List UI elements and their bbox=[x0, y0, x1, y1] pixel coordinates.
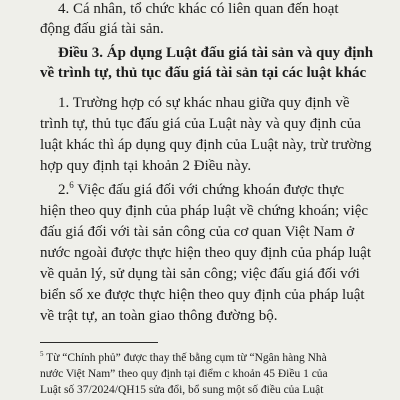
clause-2-line-7: về trật tự, an toàn giao thông đường bộ. bbox=[40, 308, 278, 324]
footnote-separator bbox=[40, 342, 158, 343]
footnote-reference: 6 bbox=[69, 180, 74, 190]
clause-2-line-1 bbox=[58, 179, 344, 201]
clause-2-line-2: hiện theo quy định của pháp luật về chứng khoán; việc bbox=[40, 203, 369, 219]
item-4-line-2: động đấu giá tài sản. bbox=[40, 21, 164, 37]
footnote-line-1-text: Từ “Chính phủ” được thay thế bằng cụm từ “Ngân hàng Nhà bbox=[43, 352, 327, 364]
clause-1-line-3: luật khác thì áp dụng quy định của Luật này, trừ trường bbox=[40, 137, 372, 153]
article-3-title-line-2: về trình tự, thủ tục đấu giá tài sản tại các luật khác bbox=[40, 65, 367, 81]
clause-1-line-2: trình tự, thủ tục đấu giá của Luật này và quy định của bbox=[40, 116, 361, 132]
footnote-line-2: nước Việt Nam” theo quy định tại điểm c khoản 45 Điều 1 của bbox=[40, 368, 328, 380]
clause-1-line-4: hợp quy định tại khoản 2 Điều này. bbox=[40, 158, 252, 174]
footnote-line-1 bbox=[40, 350, 327, 366]
clause-2-line-4: nước ngoài được thực hiện theo quy định của pháp luật bbox=[40, 245, 372, 261]
clause-2-line-1-text: Việc đấu giá đối với chứng khoán được thực bbox=[73, 182, 345, 198]
clause-2-line-3: đấu giá đối với tài sản công của cơ quan Việt Nam ở bbox=[40, 224, 355, 240]
item-4-line-1: 4. Cá nhân, tổ chức khác có liên quan đến hoạt bbox=[58, 1, 339, 17]
footnote-number: 5 bbox=[40, 350, 44, 359]
clause-2-number: 2. bbox=[58, 182, 70, 198]
footnote-line-3: Luật số 37/2024/QH15 sửa đổi, bổ sung một số điều của Luật bbox=[40, 384, 324, 396]
clause-2-line-6: biển số xe được thực hiện theo quy định của pháp luật bbox=[40, 287, 365, 303]
clause-2-line-5: về quản lý, sử dụng tài sản công; việc đấu giá đối với bbox=[40, 266, 360, 282]
article-3-title-line-1: Điều 3. Áp dụng Luật đấu giá tài sản và quy định bbox=[58, 45, 374, 61]
clause-1-line-1: 1. Trường hợp có sự khác nhau giữa quy định về bbox=[58, 95, 350, 111]
